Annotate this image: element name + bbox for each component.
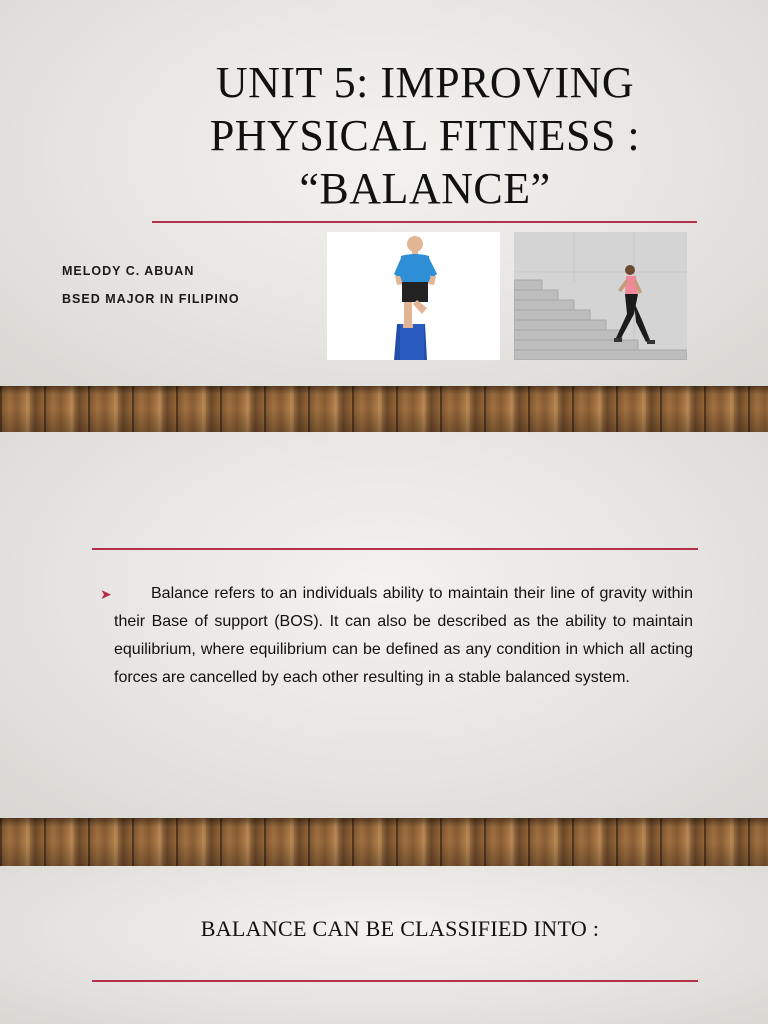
- stairs-runner-photo: [514, 232, 687, 360]
- title-divider: [152, 221, 697, 223]
- heading-divider: [92, 980, 698, 982]
- balance-pose-photo: [327, 232, 500, 360]
- author-block: [62, 264, 240, 320]
- author-name: MELODY C. ABUAN: [62, 264, 195, 278]
- slide-classification: [0, 866, 768, 1024]
- slide-definition: [0, 432, 768, 818]
- author-program: BSED MAJOR IN FILIPINO: [62, 292, 240, 306]
- section-divider: [92, 548, 698, 550]
- section-heading: BALANCE CAN BE CLASSIFIED INTO :: [200, 916, 600, 941]
- wood-floor-divider: [0, 386, 768, 432]
- slide-title: [0, 0, 768, 386]
- page-title: UNIT 5: IMPROVING PHYSICAL FITNESS : “BALANCE”: [209, 58, 641, 213]
- definition-text: Balance refers to an individuals ability to maintain their line of gravity within their Base of support (BOS). It can also be described as the ability to maintain equilibrium, where equilibrium can be defined as any condition in which all acting forces are cancelled by each other resulting in a stable balanced system.: [114, 585, 693, 686]
- wood-floor-divider: [0, 818, 768, 866]
- arrow-bullet-icon: ➤: [100, 586, 112, 602]
- definition-paragraph: [100, 580, 693, 692]
